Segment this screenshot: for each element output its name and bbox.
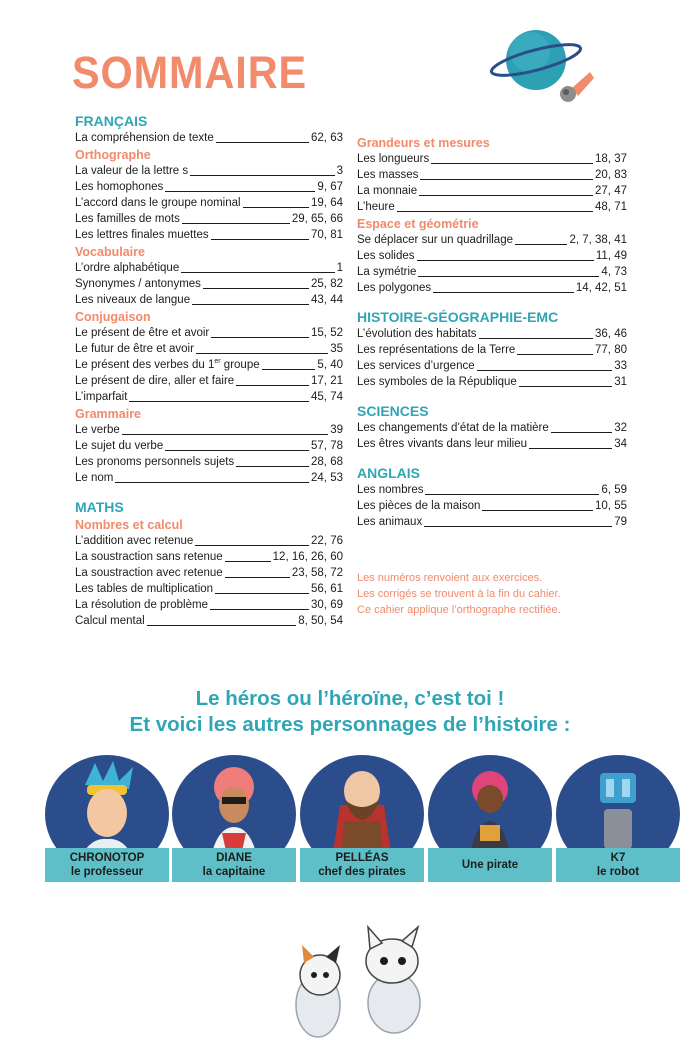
entry-pages: 18, 37	[595, 153, 627, 165]
toc-entry	[75, 454, 343, 470]
character-label	[428, 848, 552, 882]
entry-pages: 39	[330, 424, 343, 436]
entry-label: La soustraction avec retenue	[75, 567, 223, 579]
entry-label: L’imparfait	[75, 391, 128, 403]
toc-entry	[357, 264, 627, 280]
entry-label: Les services d’urgence	[357, 360, 475, 372]
section-gap	[357, 296, 627, 308]
dotted-leader	[203, 288, 309, 289]
character-name: PELLÉAS	[335, 852, 389, 864]
entry-label: Le sujet du verbe	[75, 440, 164, 452]
dotted-leader	[517, 354, 593, 355]
subsection-title: Conjugaison	[75, 310, 151, 324]
toc-entry	[357, 436, 627, 452]
entry-label: La résolution de problème	[75, 599, 208, 611]
toc-entry	[357, 199, 627, 215]
entry-pages: 9, 67	[317, 181, 343, 193]
dotted-leader	[431, 163, 593, 164]
dotted-leader	[225, 561, 271, 562]
entry-pages: 25, 82	[311, 278, 343, 290]
toc-entry	[75, 470, 343, 486]
entry-pages: 28, 68	[311, 456, 343, 468]
character-name: DIANE	[216, 852, 252, 864]
entry-pages: 48, 71	[595, 201, 627, 213]
entry-pages: 36, 46	[595, 328, 627, 340]
toc-entry	[357, 342, 627, 358]
toc-entry	[75, 565, 343, 581]
entry-pages: 77, 80	[595, 344, 627, 356]
entry-pages: 35	[330, 343, 343, 355]
entry-pages: 45, 74	[311, 391, 343, 403]
entry-label: Les masses	[357, 169, 419, 181]
toc-entry	[357, 514, 627, 530]
dotted-leader	[182, 223, 290, 224]
entry-label: Le futur de être et avoir	[75, 343, 194, 355]
entry-pages: 27, 47	[595, 185, 627, 197]
dotted-leader	[417, 260, 594, 261]
character-name: K7	[610, 852, 626, 864]
character-card	[300, 755, 428, 885]
heading-line-2: Et voici les autres personnages de l’histoire :	[129, 713, 571, 736]
entry-label: Les polygones	[357, 282, 432, 294]
dotted-leader	[129, 401, 309, 402]
entry-label: La valeur de la lettre s	[75, 165, 189, 177]
toc-left-column	[75, 112, 343, 629]
toc-entry	[75, 179, 343, 195]
dotted-leader	[165, 191, 315, 192]
dotted-leader	[515, 244, 567, 245]
dotted-leader	[477, 370, 613, 371]
characters-heading	[0, 686, 700, 738]
section-title: FRANÇAIS	[75, 113, 148, 129]
entry-pages: 31	[614, 376, 627, 388]
toc-entry	[75, 422, 343, 438]
note-line: Les numéros renvoient aux exercices.	[357, 572, 543, 584]
toc-entry	[75, 373, 343, 389]
character-card	[556, 755, 684, 885]
section-gap	[75, 486, 343, 498]
character-card	[45, 755, 173, 885]
entry-pages: 3	[336, 165, 343, 177]
toc-entry	[75, 292, 343, 308]
toc-entry	[357, 280, 627, 296]
entry-label: La monnaie	[357, 185, 418, 197]
entry-pages: 43, 44	[311, 294, 343, 306]
entry-label: La symétrie	[357, 266, 417, 278]
entry-pages: 8, 50, 54	[298, 615, 343, 627]
entry-label: Les symboles de la République	[357, 376, 517, 388]
entry-pages: 32	[614, 422, 627, 434]
toc-entry	[75, 227, 343, 243]
entry-label: Les niveaux de langue	[75, 294, 191, 306]
entry-label: Les homophones	[75, 181, 164, 193]
page-title: SOMMAIRE	[72, 47, 308, 98]
dotted-leader	[425, 494, 599, 495]
entry-label: L’addition avec retenue	[75, 535, 194, 547]
dotted-leader	[211, 239, 309, 240]
note-line: Ce cahier applique l’orthographe rectifiée.	[357, 604, 561, 616]
dotted-leader	[190, 175, 334, 176]
entry-pages: 11, 49	[595, 250, 627, 262]
entry-pages: 56, 61	[311, 583, 343, 595]
entry-pages: 17, 21	[311, 375, 343, 387]
character-label	[556, 848, 680, 882]
entry-pages: 62, 63	[311, 132, 343, 144]
notes-block	[357, 570, 637, 618]
dotted-leader	[192, 304, 309, 305]
entry-label: L’ordre alphabétique	[75, 262, 180, 274]
entry-pages: 33	[614, 360, 627, 372]
dotted-leader	[262, 369, 316, 370]
entry-label: Les lettres finales muettes	[75, 229, 209, 241]
character-role: chef des pirates	[318, 866, 406, 878]
toc-entry	[357, 482, 627, 498]
dotted-leader	[551, 432, 612, 433]
entry-label: Les solides	[357, 250, 415, 262]
subsection-title: Nombres et calcul	[75, 518, 183, 532]
section-title: ANGLAIS	[357, 465, 420, 481]
toc-entry	[75, 581, 343, 597]
dotted-leader	[122, 434, 328, 435]
toc-entry	[357, 248, 627, 264]
dotted-leader	[529, 448, 612, 449]
toc-entry	[357, 326, 627, 342]
toc-entry	[75, 163, 343, 179]
entry-pages: 20, 83	[595, 169, 627, 181]
entry-pages: 15, 52	[311, 327, 343, 339]
toc-entry	[75, 533, 343, 549]
toc-entry	[75, 597, 343, 613]
entry-pages: 34	[614, 438, 627, 450]
toc-entry	[357, 183, 627, 199]
entry-label: Le présent de être et avoir	[75, 327, 210, 339]
entry-pages: 23, 58, 72	[291, 567, 343, 579]
dotted-leader	[419, 195, 593, 196]
subsection-title: Grammaire	[75, 407, 142, 421]
dotted-leader	[147, 625, 297, 626]
entry-pages: 70, 81	[311, 229, 343, 241]
dotted-leader	[433, 292, 574, 293]
entry-label: L’évolution des habitats	[357, 328, 477, 340]
dotted-leader	[195, 545, 309, 546]
character-role: le robot	[596, 866, 640, 878]
character-label	[45, 848, 169, 882]
toc-entry	[357, 374, 627, 390]
toc-entry	[75, 357, 343, 373]
entry-pages: 2, 7, 38, 41	[569, 234, 627, 246]
entry-label: Les familles de mots	[75, 213, 180, 225]
subsection-title: Vocabulaire	[75, 245, 145, 259]
toc-entry	[357, 358, 627, 374]
section-title: HISTOIRE-GÉOGRAPHIE-EMC	[357, 309, 559, 325]
planet-illustration	[490, 22, 600, 112]
entry-pages: 29, 65, 66	[291, 213, 343, 225]
entry-pages: 1	[336, 262, 343, 274]
dotted-leader	[482, 510, 593, 511]
section-gap	[357, 390, 627, 402]
toc-entry	[75, 613, 343, 629]
dotted-leader	[216, 142, 309, 143]
toc-entry	[75, 130, 343, 146]
toc-entry	[357, 420, 627, 436]
entry-pages: 10, 55	[595, 500, 627, 512]
character-role: la capitaine	[202, 866, 266, 878]
toc-entry	[357, 167, 627, 183]
dotted-leader	[210, 609, 309, 610]
entry-pages: 24, 53	[311, 472, 343, 484]
toc-entry	[75, 211, 343, 227]
dotted-leader	[243, 207, 309, 208]
entry-label: La soustraction sans retenue	[75, 551, 223, 563]
toc-right-column	[357, 134, 627, 530]
character-name: Une pirate	[461, 859, 519, 871]
character-card	[172, 755, 300, 885]
dotted-leader	[479, 338, 593, 339]
toc-entry	[75, 389, 343, 405]
entry-pages: 19, 64	[311, 197, 343, 209]
toc-entry	[75, 195, 343, 211]
dotted-leader	[236, 466, 309, 467]
toc-entry	[75, 276, 343, 292]
note-line: Les corrigés se trouvent à la fin du cahier.	[357, 588, 561, 600]
entry-label: Les pièces de la maison	[357, 500, 481, 512]
dotted-leader	[165, 450, 309, 451]
toc-entry	[357, 498, 627, 514]
subsection-title: Espace et géométrie	[357, 217, 479, 231]
entry-label: Calcul mental	[75, 615, 145, 627]
toc-entry	[75, 549, 343, 565]
dotted-leader	[420, 179, 593, 180]
entry-pages: 22, 76	[311, 535, 343, 547]
entry-label: Le présent des verbes du 1er groupe	[75, 358, 260, 371]
dotted-leader	[424, 526, 612, 527]
section-gap	[357, 452, 627, 464]
section-title: SCIENCES	[357, 403, 429, 419]
section-title: MATHS	[75, 499, 124, 515]
entry-label: Les animaux	[357, 516, 423, 528]
entry-label: Synonymes / antonymes	[75, 278, 201, 290]
entry-pages: 30, 69	[311, 599, 343, 611]
character-label	[172, 848, 296, 882]
dotted-leader	[418, 276, 599, 277]
entry-label: Les êtres vivants dans leur milieu	[357, 438, 528, 450]
entry-label: L’accord dans le groupe nominal	[75, 197, 241, 209]
cats-illustration	[270, 905, 450, 1055]
entry-label: La compréhension de texte	[75, 132, 214, 144]
dotted-leader	[397, 211, 593, 212]
dotted-leader	[115, 482, 309, 483]
dotted-leader	[181, 272, 334, 273]
character-role: le professeur	[70, 866, 144, 878]
entry-pages: 57, 78	[311, 440, 343, 452]
entry-label: Les changements d’état de la matière	[357, 422, 549, 434]
entry-label: Les représentations de la Terre	[357, 344, 516, 356]
entry-label: Les longueurs	[357, 153, 430, 165]
dotted-leader	[215, 593, 309, 594]
entry-label: L’heure	[357, 201, 395, 213]
character-card	[428, 755, 556, 885]
entry-label: Les pronoms personnels sujets	[75, 456, 235, 468]
subsection-title: Grandeurs et mesures	[357, 136, 490, 150]
subsection-title: Orthographe	[75, 148, 151, 162]
entry-pages: 79	[614, 516, 627, 528]
character-name: CHRONOTOP	[69, 852, 145, 864]
toc-entry	[75, 438, 343, 454]
entry-label: Le nom	[75, 472, 114, 484]
entry-label: Se déplacer sur un quadrillage	[357, 234, 513, 246]
entry-pages: 14, 42, 51	[575, 282, 627, 294]
character-label	[300, 848, 424, 882]
dotted-leader	[236, 385, 309, 386]
dotted-leader	[225, 577, 290, 578]
entry-label: Les tables de multiplication	[75, 583, 214, 595]
heading-line-1: Le héros ou l’héroïne, c’est toi !	[195, 687, 505, 710]
entry-pages: 6, 59	[601, 484, 627, 496]
dotted-leader	[519, 386, 612, 387]
toc-entry	[357, 232, 627, 248]
entry-label: Le présent de dire, aller et faire	[75, 375, 235, 387]
entry-pages: 5, 40	[317, 359, 343, 371]
entry-pages: 12, 16, 26, 60	[272, 551, 343, 563]
dotted-leader	[211, 337, 309, 338]
toc-entry	[75, 260, 343, 276]
toc-entry	[357, 151, 627, 167]
entry-label: Le verbe	[75, 424, 120, 436]
entry-label: Les nombres	[357, 484, 424, 496]
toc-entry	[75, 325, 343, 341]
entry-pages: 4, 73	[601, 266, 627, 278]
